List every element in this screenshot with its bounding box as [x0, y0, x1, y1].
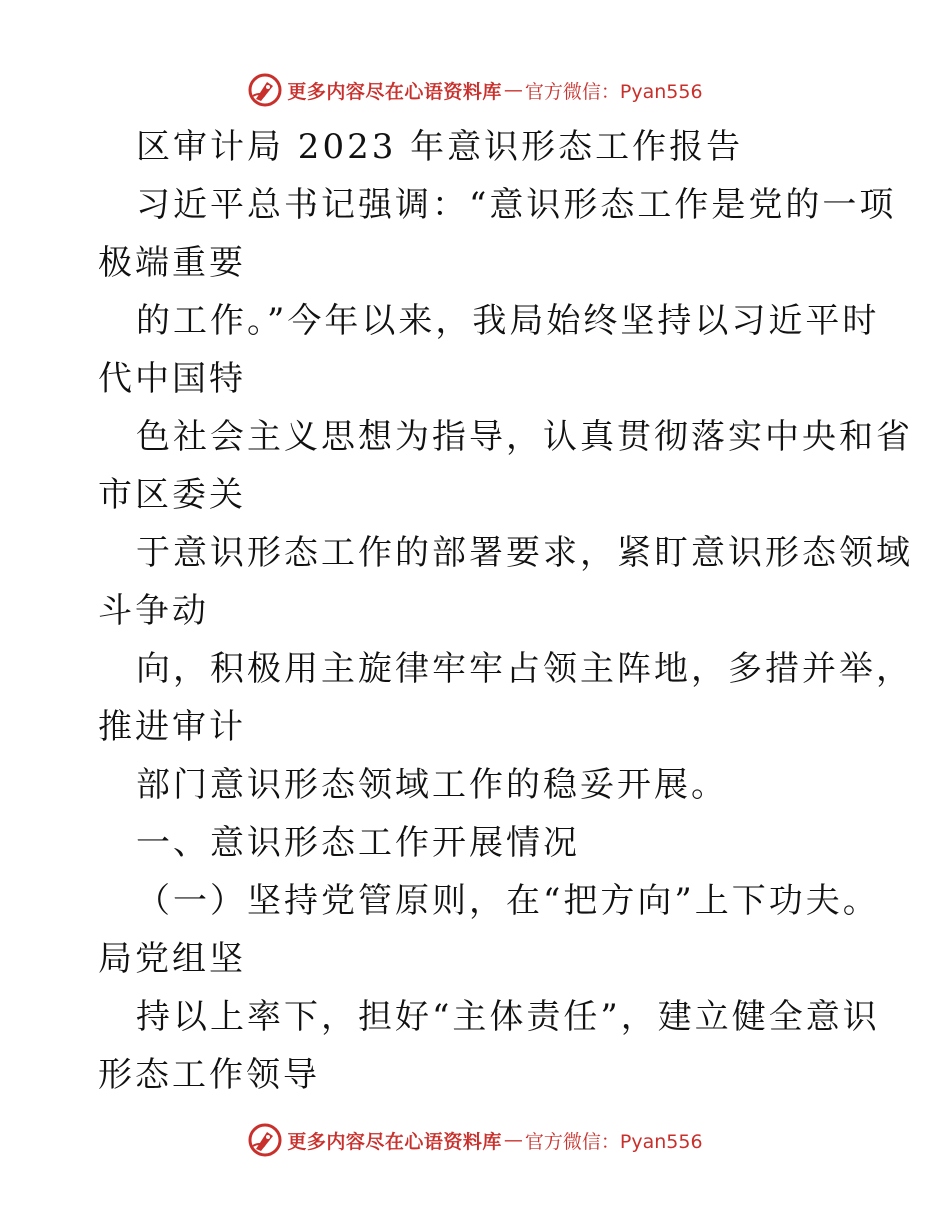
- document-line: 代中国特: [98, 359, 246, 399]
- document-line: 一、意识形态工作开展情况: [136, 823, 580, 863]
- document-body: [98, 118, 913, 1104]
- document-line: 持以上率下，担好“主体责任”，建立健全意识: [136, 997, 880, 1037]
- banner-site-text: 更多内容尽在心语资料库: [287, 1130, 502, 1153]
- header-banner: [0, 70, 950, 110]
- document-line: 斗争动: [98, 591, 209, 631]
- banner-separator: —: [503, 79, 523, 101]
- document-line: 区审计局 2023 年意识形态工作报告: [136, 127, 744, 167]
- pen-nib-logo-icon: [247, 1122, 283, 1158]
- document-line: 推进审计: [98, 707, 246, 747]
- pen-nib-logo-icon: [247, 72, 283, 108]
- document-line: 形态工作领导: [98, 1055, 320, 1095]
- document-line: 市区委关: [98, 475, 246, 515]
- document-line: 局党组坚: [98, 939, 246, 979]
- document-line: 部门意识形态领域工作的稳妥开展。: [136, 765, 728, 805]
- document-line: 的工作。”今年以来，我局始终坚持以习近平时: [136, 301, 880, 341]
- banner-contact: 官方微信：Pyan556: [524, 1130, 703, 1153]
- document-line: 极端重要: [98, 243, 246, 283]
- document-line: 于意识形态工作的部署要求，紧盯意识形态领域: [136, 533, 913, 573]
- document-line: 色社会主义思想为指导，认真贯彻落实中央和省: [136, 417, 913, 457]
- banner-separator: —: [503, 1129, 523, 1151]
- document-line: 习近平总书记强调：“意识形态工作是党的一项: [136, 185, 897, 225]
- banner-contact: 官方微信：Pyan556: [524, 80, 703, 103]
- document-line: （一）坚持党管原则，在“把方向”上下功夫。: [136, 881, 880, 921]
- banner-site-text: 更多内容尽在心语资料库: [287, 80, 502, 103]
- document-line: 向，积极用主旋律牢牢占领主阵地，多措并举，: [136, 649, 913, 689]
- footer-banner: [0, 1120, 950, 1160]
